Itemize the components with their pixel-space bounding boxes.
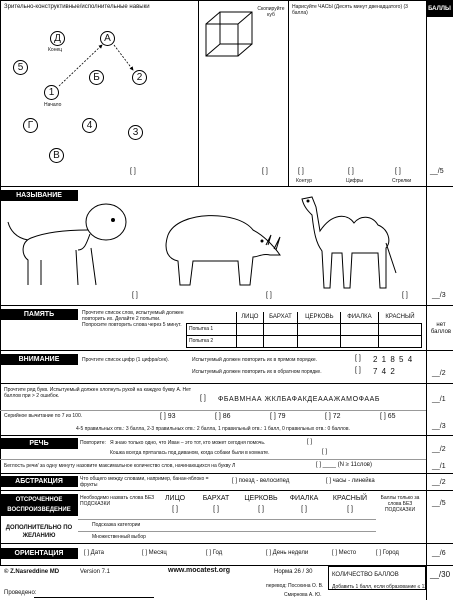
trail-node-g[interactable]: Г [23, 118, 38, 133]
divider-2 [288, 0, 289, 186]
clock-contour-label: Контур [296, 178, 313, 184]
version: Version 7.1 [80, 569, 111, 575]
naming-title: НАЗЫВАНИЕ [0, 190, 78, 201]
trail-node-4[interactable]: 4 [82, 118, 97, 133]
recall-bottom [0, 543, 453, 544]
memory-instructions: Прочтите список слов, испытуемый должен повторить их. Делайте 2 попытки. Попросите повторить слова через 5 минут. [82, 310, 184, 328]
abstraction-pair-2[interactable]: [ ] часы - линейка [326, 478, 375, 484]
letters-intro: Прочтите ряд букв. Испытуемый должен хлопнуть рукой на каждую букву А. Нет баллов при > 2 ошибок. [4, 387, 192, 399]
norm: Норма 26 / 30 [274, 569, 313, 575]
trail-node-a[interactable]: А [100, 31, 115, 46]
sentence-2-bracket[interactable]: [ ] [322, 449, 328, 455]
trail-example-arrows [0, 0, 200, 175]
trail-bracket[interactable]: [ ] [130, 168, 136, 175]
memory-word-2: БАРХАТ [263, 312, 298, 323]
orientation-year[interactable]: [ ] Год [206, 550, 223, 556]
memory-table [186, 312, 422, 348]
recall-title: ОТСРОЧЕННОЕ ВОСПРОИЗВЕДЕНИЕ [0, 494, 78, 516]
digits-forward: 2 1 8 5 4 [373, 355, 414, 364]
memory-word-3: ЦЕРКОВЬ [298, 312, 341, 323]
repeat-bottom [0, 459, 426, 460]
sentence-1-bracket[interactable]: [ ] [307, 439, 313, 445]
scores-area [427, 17, 453, 600]
education-note: Добавить 1 балл, если образование ≤ 12 [332, 584, 428, 590]
trail-end-label: Конец [48, 47, 63, 53]
examined-by: Проведено: [4, 590, 37, 596]
recall-word-1: ЛИЦО [164, 495, 186, 502]
clock-hands-label: Стрелки [392, 178, 412, 184]
visuo-bottom [0, 186, 453, 187]
recall-word-3: ЦЕРКОВЬ [244, 495, 278, 502]
serial-bracket-5[interactable]: [ ] 65 [380, 413, 396, 420]
abstraction-intro: Что общего между словами, например, банан-яблоко = фрукты [80, 476, 209, 488]
memory-bottom [0, 350, 453, 351]
naming-bracket-1[interactable]: [ ] [132, 292, 138, 299]
cue-line-2 [78, 531, 376, 532]
memory-cell[interactable] [237, 323, 264, 335]
cube-bracket[interactable]: [ ] [262, 168, 268, 175]
cue-category: Подсказка категории [92, 522, 141, 528]
memory-attempt-1: Попытка 1 [187, 323, 237, 335]
total-score[interactable]: __/30 [430, 570, 451, 579]
recall-word-5: КРАСНЫЙ [332, 495, 368, 502]
sentence-1: Я знаю только одно, что Иван – это тот, кто может сегодня помочь. [110, 440, 266, 446]
camel-drawing [292, 193, 412, 293]
memory-cell[interactable] [263, 335, 298, 347]
memory-word-1: ЛИЦО [237, 312, 264, 323]
repeat-score[interactable]: __/2 [432, 446, 446, 453]
serial-scoring: 4-5 правильных отв.: 3 балла, 2-3 правильных отв.: 2 балла, 1 правильный отв.: 1 балл, 0 правильных отв.: 0 баллов. [76, 426, 350, 432]
sentence-2: Кошка всегда пряталась под диваном, когда собаки были в комнате. [110, 450, 270, 456]
recall-bracket-3[interactable]: [ ] [258, 506, 264, 513]
fluency-score[interactable]: __/1 [432, 463, 446, 470]
examined-line[interactable] [34, 597, 154, 598]
abstraction-bottom [0, 490, 453, 491]
serial-bracket-4[interactable]: [ ] 72 [325, 413, 341, 420]
clock-numbers-bracket[interactable]: [ ] [348, 168, 354, 175]
recall-bracket-1[interactable]: [ ] [172, 506, 178, 513]
trail-node-5[interactable]: 5 [13, 60, 28, 75]
letters-bracket[interactable]: [ ] [200, 395, 206, 402]
memory-cell[interactable] [237, 335, 264, 347]
serial-bottom [0, 435, 453, 436]
attention-title: ВНИМАНИЕ [0, 354, 78, 365]
memory-cell[interactable] [298, 323, 341, 335]
rhino-drawing [158, 205, 288, 290]
visuo-title: Зрительно-конструктивные/исполнительные навыки [4, 4, 150, 10]
abstraction-title: АБСТРАКЦИЯ [0, 476, 78, 487]
copy-cube-label: Скопируйте куб [257, 6, 285, 18]
cube-icon [204, 10, 256, 62]
orientation-city[interactable]: [ ] Город [376, 550, 399, 556]
memory-title: ПАМЯТЬ [0, 309, 78, 320]
orientation-score[interactable]: __/6 [432, 550, 446, 557]
memory-cell[interactable] [263, 323, 298, 335]
memory-cell[interactable] [378, 335, 422, 347]
recall-note: Баллы только за слова БЕЗ ПОДСКАЗКИ [380, 495, 420, 513]
memory-cell[interactable] [341, 323, 378, 335]
recall-bracket-2[interactable]: [ ] [213, 506, 219, 513]
trail-node-3[interactable]: 3 [128, 125, 143, 140]
naming-score[interactable]: __/3 [432, 292, 446, 299]
website-link[interactable]: www.mocatest.org [168, 567, 230, 574]
speech-bottom [0, 473, 453, 474]
clock-hands-bracket[interactable]: [ ] [395, 168, 401, 175]
digits-backward-bracket[interactable]: [ ] [355, 367, 361, 374]
copyright: © Z.Nasreddine MD [4, 569, 60, 575]
speech-title: РЕЧЬ [0, 438, 78, 449]
memory-cell[interactable] [378, 323, 422, 335]
naming-bracket-2[interactable]: [ ] [266, 292, 272, 299]
divider-1 [198, 0, 199, 186]
letter-sequence: ФБАВМНАА ЖКЛБАФАКДЕАААЖАМОФААБ [218, 396, 381, 403]
orientation-weekday[interactable]: [ ] День недели [266, 550, 309, 556]
fluency-intro: Беглость речи/ за одну минуту назовите максимальное количество слов, начинающихся на букву Л [4, 463, 236, 469]
digits-forward-instruction: Испытуемый должен повторить их в прямом порядке. [192, 357, 318, 363]
orientation-date[interactable]: [ ] Дата [84, 550, 104, 556]
recall-score[interactable]: __/5 [432, 500, 446, 507]
digits-backward-instruction: Испытуемый должен повторить их в обратном порядке. [192, 369, 322, 375]
translation-2: Смирнова А. Ю. [284, 592, 322, 598]
orientation-title: ОРИЕНТАЦИЯ [0, 548, 78, 559]
letters-score[interactable]: __/1 [432, 396, 446, 403]
recall-word-2: БАРХАТ [202, 495, 230, 502]
trail-node-d[interactable]: Д [50, 31, 65, 46]
serial-bracket-3[interactable]: [ ] 79 [270, 413, 286, 420]
recall-word-4: ФИАЛКА [289, 495, 319, 502]
memory-no-points: нет баллов [430, 322, 452, 336]
trail-start-label: Начало [44, 102, 62, 108]
digits-score[interactable]: __/2 [432, 370, 446, 377]
abstraction-score[interactable]: __/2 [432, 479, 446, 486]
clock-instruction: Нарисуйте ЧАСЫ (Десять минут двенадцатого) (3 балла) [292, 4, 408, 16]
memory-attempt-2: Попытка 2 [187, 335, 237, 347]
memory-cell[interactable] [341, 335, 378, 347]
translation: перевод: Посохина О. В. [266, 583, 324, 589]
cue-multiple-choice: Множественный выбор [92, 534, 146, 540]
orientation-place[interactable]: [ ] Место [332, 550, 357, 556]
orientation-month[interactable]: [ ] Месяц [142, 550, 167, 556]
digits-bottom [0, 383, 453, 384]
memory-cell[interactable] [298, 335, 341, 347]
clock-contour-bracket[interactable]: [ ] [298, 168, 304, 175]
fluency-blank[interactable]: [ ] ____ (N ≥ 11слов) [316, 462, 372, 468]
memory-word-5: КРАСНЫЙ [378, 312, 422, 323]
trail-node-2[interactable]: 2 [132, 70, 147, 85]
abstraction-pair-1[interactable]: [ ] поезд - велосипед [232, 478, 290, 484]
serial-bracket-1[interactable]: [ ] 93 [160, 413, 176, 420]
total-label: КОЛИЧЕСТВО БАЛЛОВ [332, 572, 399, 578]
lion-drawing [6, 200, 146, 290]
optional-title: ДОПОЛНИТЕЛЬНО ПО ЖЕЛАНИЮ [5, 525, 73, 539]
digits-intro: Прочтите список цифр (1 цифра/сек). [82, 357, 170, 363]
digits-backward: 7 4 2 [373, 367, 396, 376]
scores-header: БАЛЛЫ [428, 6, 451, 12]
naming-bracket-3[interactable]: [ ] [402, 292, 408, 299]
trail-node-1[interactable]: 1 [44, 85, 59, 100]
clock-numbers-label: Цифры [346, 178, 363, 184]
trail-node-b[interactable]: Б [89, 70, 104, 85]
recall-bracket-5[interactable]: [ ] [347, 506, 353, 513]
repeat-intro: Повторите: [80, 440, 106, 446]
memory-word-4: ФИАЛКА [341, 312, 378, 323]
naming-bottom [0, 305, 453, 306]
cue-line-1 [78, 519, 376, 520]
recall-intro: Необходимо назвать слова БЕЗ ПОДСКАЗКИ [80, 495, 155, 507]
visuo-score[interactable]: __/5 [430, 168, 444, 175]
letters-bottom [0, 410, 426, 411]
serial-bracket-2[interactable]: [ ] 86 [215, 413, 231, 420]
trail-node-v[interactable]: В [49, 148, 64, 163]
serial-intro: Серийное вычитание по 7 из 100. [4, 413, 83, 419]
serial-score[interactable]: __/3 [432, 423, 446, 430]
digits-forward-bracket[interactable]: [ ] [355, 355, 361, 362]
recall-bracket-4[interactable]: [ ] [301, 506, 307, 513]
